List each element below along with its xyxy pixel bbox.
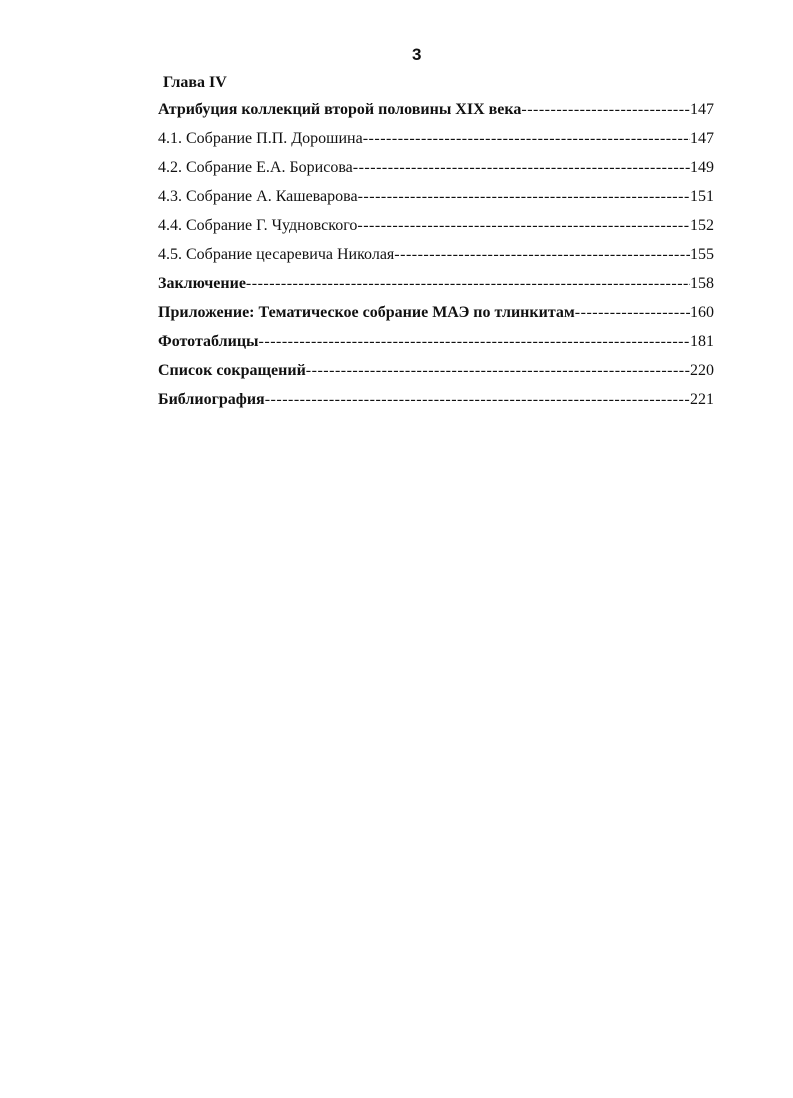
toc-entry	[158, 217, 714, 246]
leader-dashes	[394, 246, 690, 264]
toc-entry-page: 221	[690, 391, 714, 408]
toc-entry	[158, 304, 714, 333]
toc-entry-page: 181	[690, 333, 714, 350]
leader-dashes	[353, 159, 690, 177]
toc-entry	[158, 246, 714, 275]
toc-entry-title: 4.4. Собрание Г. Чудновского	[158, 217, 358, 234]
toc-entry-page: 158	[690, 275, 714, 292]
toc-entry	[158, 159, 714, 188]
toc-entry-page: 147	[690, 130, 714, 147]
toc-entry-title: Фототаблицы	[158, 333, 259, 350]
toc-entry-title: 4.5. Собрание цесаревича Николая	[158, 246, 395, 263]
leader-dashes	[246, 275, 690, 293]
leader-dashes	[358, 188, 690, 206]
toc-entry-title: Список сокращений	[158, 362, 306, 379]
leader-dashes	[575, 304, 690, 322]
toc-entry-title: Заключение	[158, 275, 246, 292]
toc-entry-page: 147	[690, 101, 714, 118]
chapter-heading: Глава IV	[163, 74, 227, 91]
toc-entry-title: 4.1. Собрание П.П. Дорошина	[158, 130, 363, 147]
table-of-contents	[158, 101, 714, 420]
toc-entry-page: 151	[690, 188, 714, 205]
toc-entry-title: 4.3. Собрание А. Кашеварова	[158, 188, 358, 205]
toc-entry-page: 149	[690, 159, 714, 176]
leader-dashes	[306, 362, 690, 380]
toc-entry	[158, 275, 714, 304]
toc-entry-page: 155	[690, 246, 714, 263]
toc-entry	[158, 130, 714, 159]
leader-dashes	[363, 130, 690, 148]
toc-entry	[158, 101, 714, 130]
toc-entry	[158, 391, 714, 420]
toc-entry-title: Библиография	[158, 391, 265, 408]
leader-dashes	[265, 391, 690, 409]
toc-entry-page: 160	[690, 304, 714, 321]
leader-dashes	[357, 217, 690, 235]
toc-entry-title: Атрибуция коллекций второй половины XIX века	[158, 101, 522, 118]
leader-dashes	[259, 333, 690, 351]
leader-dashes	[521, 101, 690, 119]
toc-entry	[158, 333, 714, 362]
toc-entry-page: 220	[690, 362, 714, 379]
toc-entry-title: Приложение: Тематическое собрание МАЭ по тлинкитам	[158, 304, 575, 321]
toc-entry-title: 4.2. Собрание Е.А. Борисова	[158, 159, 353, 176]
toc-entry	[158, 188, 714, 217]
page-number: 3	[412, 45, 422, 64]
toc-entry	[158, 362, 714, 391]
toc-entry-page: 152	[690, 217, 714, 234]
